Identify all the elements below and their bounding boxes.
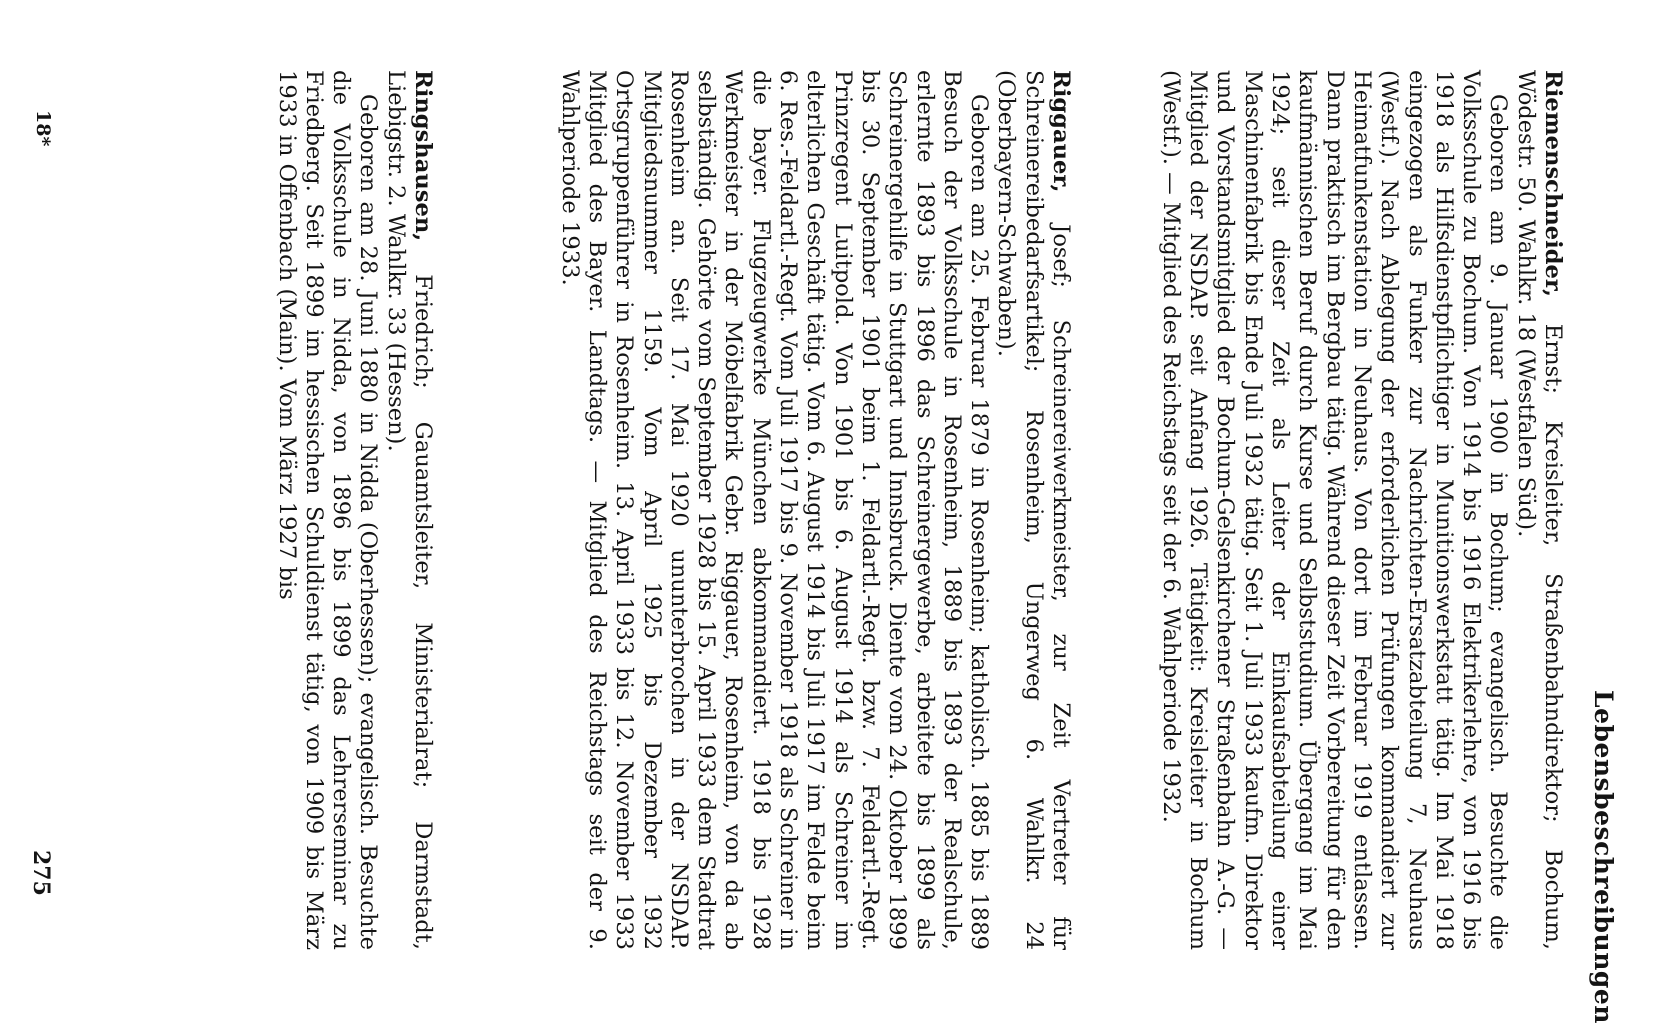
entry-body: Geboren am 9. Januar 1900 in Bochum; evangelisch. Besuchte die Volksschule zu Bochum. Von 1914 bis 1916 Elektrikerlehre, von 1916 bis 1918 als Hilfsdienstpflichtiger in Munitionswerkstatt tätig. Im Mai 1918 eingezogen als Funker zur Nachrichten-Ersatzabteilung 7, Neuhaus (Westf.). Nach Ablegung der erforderlichen Prüfungen kommandiert zur Heimatfunkenstation in Neuhaus. Von dort im Februar 1919 entlassen. Dann praktisch im Bergbau tätig. Während dieser Zeit Vorbereitung für den kaufmännischen Beruf durch Kurse und Selbststudium. Übergang im Mai 1924; seit dieser Zeit als Leiter der Einkaufsabteilung einer Maschinenfabrik bis Ende Juli 1932 tätig. Seit 1. Juli 1933 kaufm. Direktor und Vorstandsmitglied der Bochum-Gelsenkirchener Straßenbahn A.-G. — Mitglied der NSDAP. seit Anfang 1926. Tätigkeit: Kreisleiter in Bochum (Westf.). — Mitglied des Reichstags seit der 6. Wahlperiode 1932. <box>1157 70 1512 950</box>
entry-intro: Josef; Schreinereiwerkmeister, zur Zeit Vertreter für Schreinereibedarfsartikel; Rosenheim, Ungerweg 6. Wahlkr. 24 (Oberbayern-Schwaben). <box>993 70 1074 950</box>
entry-intro: Friedrich; Gauamtsleiter, Ministerialrat; Darmstadt, Liebigstr. 2. Wahlkr. 33 (Hessen). <box>382 70 436 950</box>
digitization-note <box>1636 0 1648 1000</box>
page-number: 275 <box>28 850 54 896</box>
entry-ringshausen <box>272 70 436 950</box>
entry-riemenschneider <box>1157 70 1566 950</box>
entry-heading <box>1511 70 1566 950</box>
entry-heading <box>992 70 1074 950</box>
entry-riggauer <box>555 70 1074 950</box>
signature-mark: 18* <box>32 110 54 147</box>
entry-heading <box>381 70 436 950</box>
entry-name: Riggauer, <box>1048 70 1074 193</box>
entry-body: Geboren am 25. Februar 1879 in Rosenheim; katholisch. 1885 bis 1889 Besuch der Volksschule in Rosenheim, 1889 bis 1893 der Realschule, erlernte 1893 bis 1896 das Schreinergewerbe, arbeitete bis 1899 als Schreinergehilfe in Stuttgart und Innsbruck. Diente vom 24. Oktober 1899 bis 30. September 1901 beim 1. Feldartl.-Regt. bzw. 7. Feldartl.-Regt. Prinzregent Luitpold. Von 1901 bis 6. August 1914 als Schreiner im elterlichen Geschäft tätig. Vom 6. August 1914 bis Juli 1917 im Felde beim 6. Res.-Feldartl.-Regt. Vom Juli 1917 bis 9. November 1918 als Schreiner in die bayer. Flugzeugwerke München abkommandiert. 1918 bis 1928 Werkmeister in der Möbelfabrik Gebr. Riggauer, Rosenheim, von da ab selbständig. Gehörte vom September 1928 bis 15. April 1933 dem Stadtrat Rosenheim an. Seit 17. Mai 1920 ununterbrochen in der NSDAP. Mitgliedsnummer 1159. Vom April 1925 bis Dezember 1932 Ortsgruppenführer in Rosenheim. 13. April 1933 bis 12. November 1933 Mitglied des Bayer. Landtags. — Mitglied des Reichstags seit der 9. Wahlperiode 1933. <box>556 70 993 950</box>
entry-intro: Ernst; Kreisleiter, Straßenbahndirektor; Bochum, Wödestr. 50. Wahlkr. 18 (Westfalen Süd). <box>1512 70 1566 950</box>
entry-name: Ringshausen, <box>410 70 436 242</box>
entry-body: Geboren am 28. Juni 1880 in Nidda (Oberhessen); evangelisch. Besuchte die Volksschule in Nidda, von 1896 bis 1899 das Lehrerseminar zu Friedberg. Seit 1899 im hessischen Schuldienst tätig, von 1909 bis März 1933 in Offenbach (Main). Vom März 1927 bis <box>273 70 382 950</box>
entry-name: Riemenschneider, <box>1540 70 1566 298</box>
running-header: Lebensbeschreibungen <box>1589 690 1618 1024</box>
